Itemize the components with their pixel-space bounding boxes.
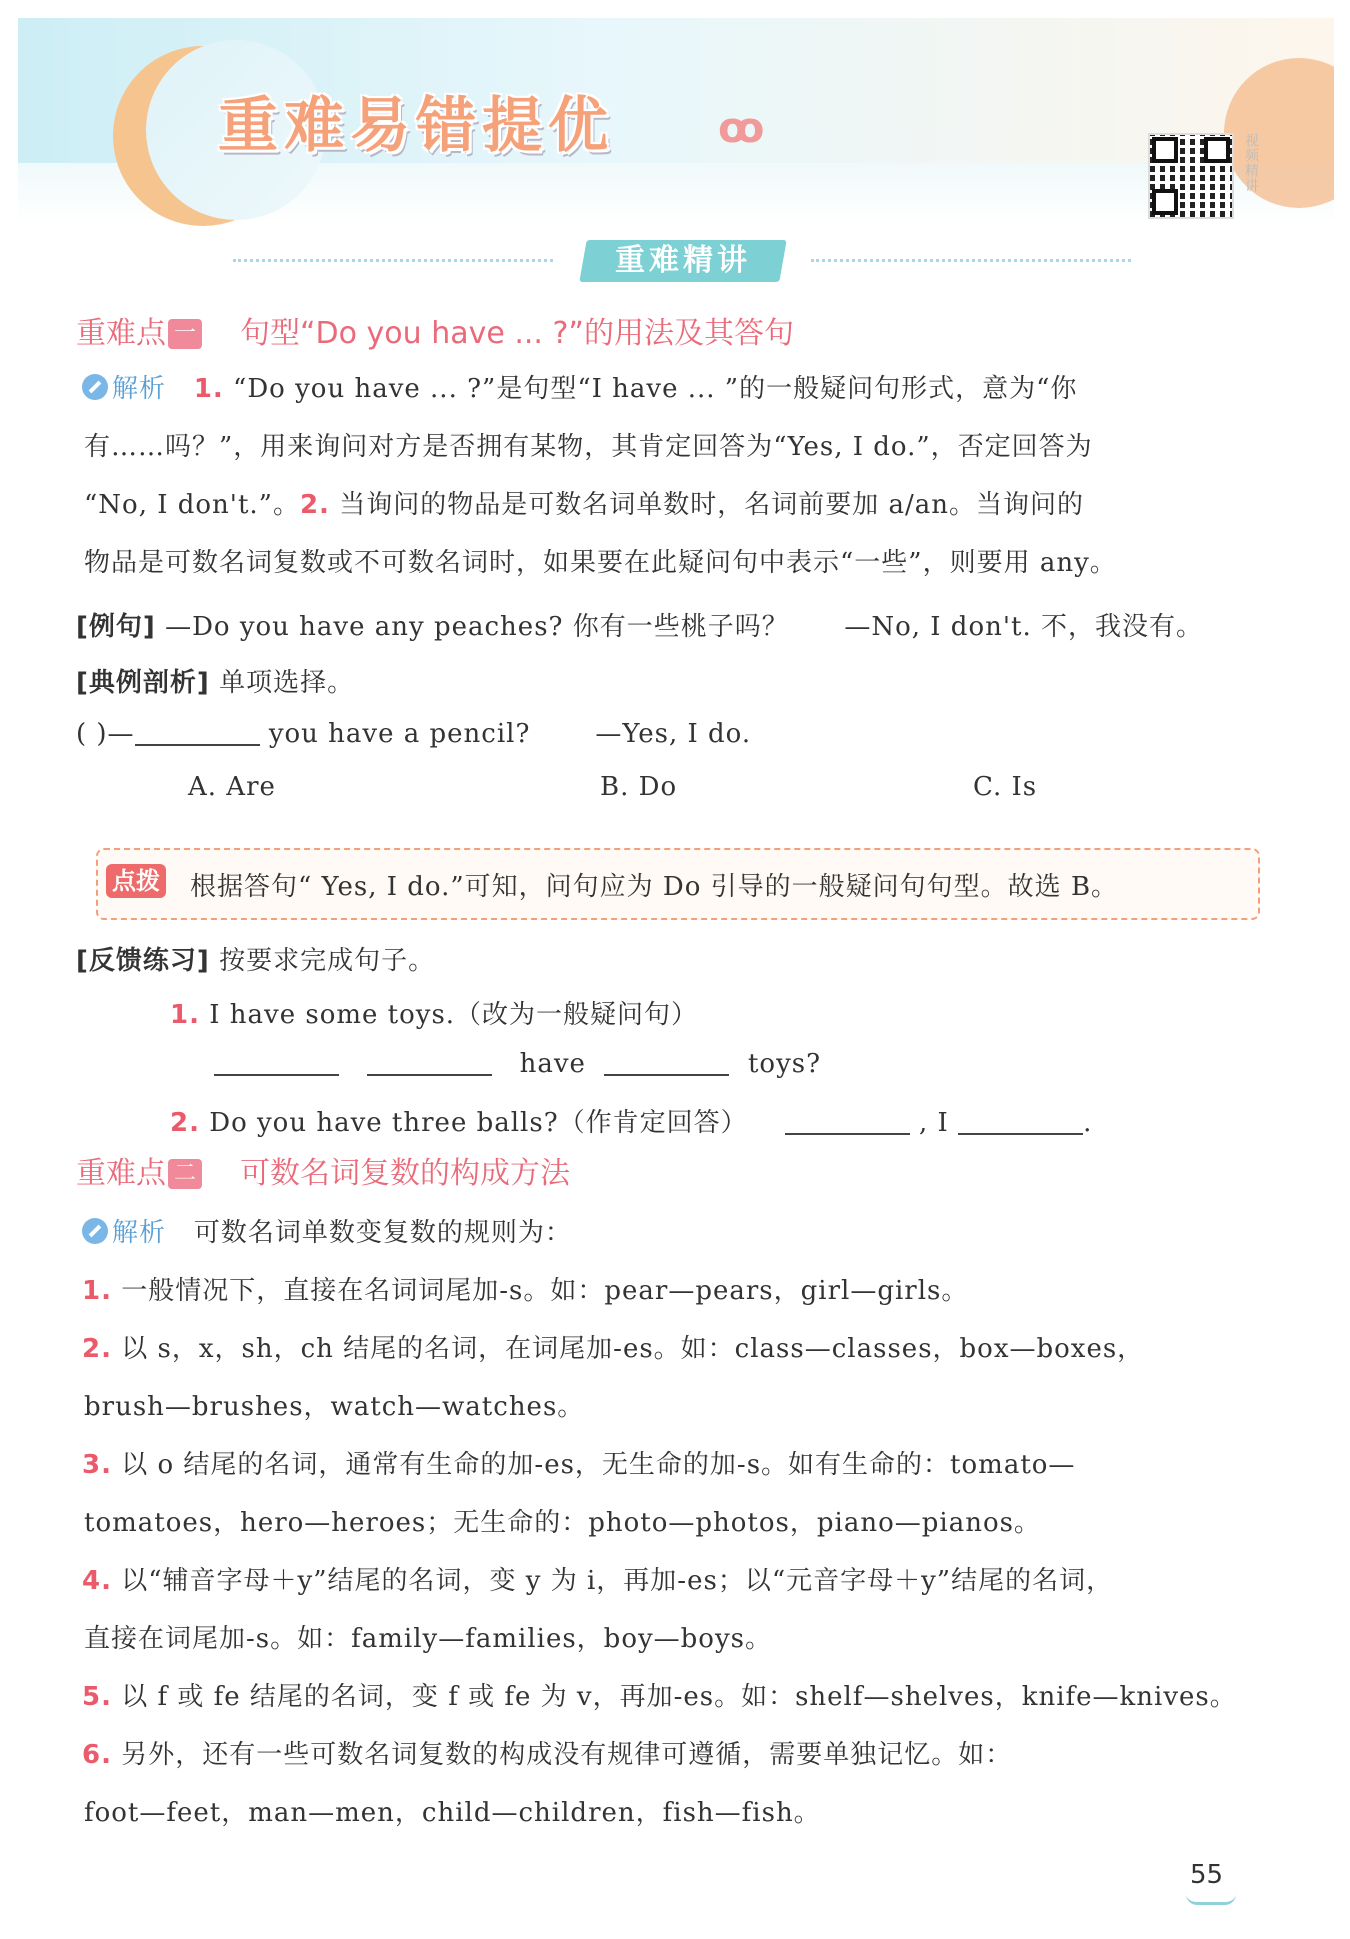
option-b[interactable]: B. Do xyxy=(600,772,678,802)
rule-line: 2. 以 s，x，sh，ch 结尾的名词，在词尾加-es。如：class—classes，box—boxes， xyxy=(82,1334,1145,1364)
rule-line: tomatoes，hero—heroes；无生命的：photo—photos，piano—pianos。 xyxy=(84,1508,1041,1538)
point-heading-2: 重难点 二 可数名词复数的构成方法 xyxy=(76,1156,570,1191)
answer-blank[interactable] xyxy=(214,1048,339,1076)
exercise-1-answer: have toys? xyxy=(214,1048,821,1079)
exercise-1: 1. I have some toys.（改为一般疑问句） xyxy=(170,1000,699,1030)
pen-icon xyxy=(82,374,108,400)
analysis-line: “No, I don't.”。2. 当询问的物品是可数名词单数时，名词前要加 a/an。当询问的 xyxy=(84,490,1084,520)
rule-line: brush—brushes，watch—watches。 xyxy=(84,1392,585,1422)
answer-blank[interactable] xyxy=(604,1048,729,1076)
rule-line: 3. 以 o 结尾的名词，通常有生命的加-es，无生命的加-s。如有生命的：tomato— xyxy=(82,1450,1076,1480)
tip-box xyxy=(96,848,1260,920)
option-c[interactable]: C. Is xyxy=(973,772,1038,802)
analysis-line: 物品是可数名词复数或不可数名词时，如果要在此疑问句中表示“一些”，则要用 any。 xyxy=(84,548,1117,578)
page-number: 55 xyxy=(1190,1860,1224,1890)
example-sentence: [例句] —Do you have any peaches? 你有一些桃子吗？ —No, I don't. 不，我没有。 xyxy=(76,612,1203,642)
analysis-line: 解析 1. “Do you have ... ?”是句型“I have ... ”的一般疑问句形式，意为“你 xyxy=(82,368,1077,405)
option-a[interactable]: A. Are xyxy=(188,772,276,802)
rule-line: 1. 一般情况下，直接在名词词尾加-s。如：pear—pears，girl—girls。 xyxy=(82,1276,969,1306)
answer-blank[interactable] xyxy=(135,718,260,746)
tip-text: 根据答句“ Yes, I do.”可知，问句应为 Do 引导的一般疑问句句型。故选 B。 xyxy=(190,872,1119,902)
rule-line: 5. 以 f 或 fe 结尾的名词，变 f 或 fe 为 v，再加-es。如：shelf—shelves，knife—knives。 xyxy=(82,1682,1237,1712)
qr-label: 视频精讲 xyxy=(1243,133,1259,193)
feedback-heading: [反馈练习] 按要求完成句子。 xyxy=(76,946,436,976)
pen-icon xyxy=(82,1218,108,1244)
point-heading-1: 重难点 一 句型“Do you have ... ?”的用法及其答句 xyxy=(76,316,794,351)
subtitle-badge: 重难精讲 xyxy=(579,240,786,282)
analysis-line: 有……吗？”，用来询问对方是否拥有某物，其肯定回答为“Yes, I do.”，否定回答为 xyxy=(84,432,1093,462)
multiple-choice-question: ( )— you have a pencil? —Yes, I do. xyxy=(76,719,752,749)
answer-blank[interactable] xyxy=(958,1107,1083,1135)
typical-example-heading: [典例剖析] 单项选择。 xyxy=(76,668,355,698)
rule-line: 4. 以“辅音字母＋y”结尾的名词，变 y 为 i，再加-es；以“元音字母＋y”结尾的名词， xyxy=(82,1566,1114,1596)
rule-line: 直接在词尾加-s。如：family—families，boy—boys。 xyxy=(84,1624,772,1654)
exercise-2: 2. Do you have three balls?（作肯定回答） , I . xyxy=(170,1108,1093,1138)
subtitle-strip xyxy=(233,240,1133,280)
answer-blank[interactable] xyxy=(367,1048,492,1076)
rule-line: foot—feet，man—men，child—children，fish—fish。 xyxy=(84,1798,821,1828)
swirl-decoration-icon: ꝏ xyxy=(718,103,765,152)
tip-badge: 点拨 xyxy=(106,864,166,898)
qr-code-icon[interactable] xyxy=(1148,133,1234,219)
analysis-line: 解析 可数名词单数变复数的规则为： xyxy=(82,1212,572,1249)
section-title: 重难易错提优 xyxy=(218,91,614,161)
answer-blank[interactable] xyxy=(785,1107,910,1135)
rule-line: 6. 另外，还有一些可数名词复数的构成没有规律可遵循，需要单独记忆。如： xyxy=(82,1740,1013,1770)
textbook-page xyxy=(18,18,1334,1923)
